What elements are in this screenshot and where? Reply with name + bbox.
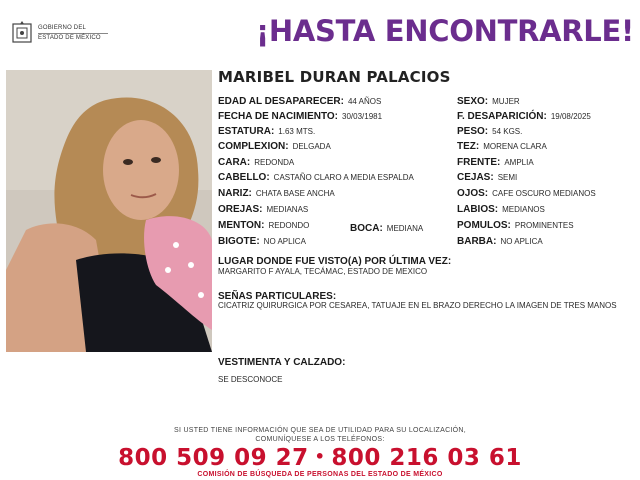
field-sex <box>457 96 520 107</box>
field-label: MENTON: <box>218 220 265 231</box>
field-label: NARIZ: <box>218 188 252 199</box>
headline: ¡HASTA ENCONTRARLE! <box>256 14 634 48</box>
field-value: REDONDO <box>268 221 310 230</box>
field-hair <box>218 172 414 183</box>
field-value: MUJER <box>492 97 520 106</box>
government-logo <box>10 18 120 48</box>
field-label: TEZ: <box>457 141 480 152</box>
logo-line-2: ESTADO DE MÉXICO <box>38 34 101 41</box>
field-label: FRENTE: <box>457 157 501 168</box>
field-label: CEJAS: <box>457 172 494 183</box>
phone-1[interactable]: 800 509 09 27 <box>118 445 309 471</box>
marks-title: SEÑAS PARTICULARES: <box>218 291 337 302</box>
field-label: SEXO: <box>457 96 489 107</box>
clothing-text: SE DESCONOCE <box>218 375 283 384</box>
field-beard <box>457 236 543 247</box>
field-ears <box>218 204 308 215</box>
field-complexion <box>457 141 547 152</box>
field-value: 44 AÑOS <box>347 97 382 106</box>
field-value: AMPLIA <box>504 158 534 167</box>
field-value: CHATA BASE ANCHA <box>255 189 335 198</box>
person-photo <box>6 70 212 352</box>
field-age <box>218 96 381 107</box>
field-label: OREJAS: <box>218 204 263 215</box>
portrait-illustration <box>6 70 212 352</box>
field-value: MORENA CLARA <box>483 142 547 151</box>
field-chin <box>218 220 309 231</box>
field-label: PESO: <box>457 126 489 137</box>
field-value: CAFE OSCURO MEDIANOS <box>492 189 596 198</box>
field-height <box>218 126 315 137</box>
field-lips <box>457 204 545 215</box>
field-value: CASTAÑO CLARO A MEDIA ESPALDA <box>273 173 414 182</box>
field-value: MEDIANOS <box>502 205 545 214</box>
field-label: CARA: <box>218 157 251 168</box>
field-label: F. DESAPARICIÓN: <box>457 111 547 122</box>
field-mustache <box>218 236 306 247</box>
field-label: EDAD AL DESAPARECER: <box>218 96 344 107</box>
clothing-title: VESTIMENTA Y CALZADO: <box>218 357 346 368</box>
field-label: CABELLO: <box>218 172 270 183</box>
phone-separator: • <box>314 447 326 466</box>
field-value: MEDIANAS <box>266 205 309 214</box>
field-value: 1.63 MTS. <box>278 127 316 136</box>
field-value: DELGADA <box>292 142 331 151</box>
field-forehead <box>457 157 534 168</box>
agency-name: COMISIÓN DE BÚSQUEDA DE PERSONAS DEL ESTADO DE MÉXICO <box>197 471 443 478</box>
field-value: REDONDA <box>254 158 295 167</box>
field-weight <box>457 126 522 137</box>
field-eyebrows <box>457 172 517 183</box>
field-face <box>218 157 294 168</box>
field-label: POMULOS: <box>457 220 511 231</box>
last-seen-text: MARGARITO F AYALA, TECÁMAC, ESTADO DE MEXICO <box>218 267 428 276</box>
logo-line-1: GOBIERNO DEL <box>38 24 87 31</box>
field-value: 54 KGS. <box>492 127 523 136</box>
marks-text: CICATRIZ QUIRURGICA POR CESAREA, TATUAJE EN EL BRAZO DERECHO LA IMAGEN DE TRES MANOS <box>218 301 617 310</box>
logo-text <box>38 25 108 42</box>
field-value: NO APLICA <box>263 237 306 246</box>
field-label: LABIOS: <box>457 204 499 215</box>
field-disappearance-date <box>457 111 591 122</box>
field-value: NO APLICA <box>500 237 543 246</box>
field-label: OJOS: <box>457 188 489 199</box>
field-value: PROMINENTES <box>514 221 574 230</box>
field-birthdate <box>218 111 382 122</box>
field-value: MEDIANA <box>386 224 424 233</box>
field-value: 30/03/1981 <box>342 112 383 121</box>
field-label: BARBA: <box>457 236 497 247</box>
contact-note-line-2: COMUNÍQUESE A LOS TELÉFONOS: <box>255 436 385 443</box>
person-name: MARIBEL DURAN PALACIOS <box>218 68 451 86</box>
field-label: FECHA DE NACIMIENTO: <box>218 111 338 122</box>
contact-note-line-1: SI USTED TIENE INFORMACIÓN QUE SEA DE UTILIDAD PARA SU LOCALIZACIÓN, <box>173 427 467 434</box>
field-mouth <box>350 223 423 234</box>
field-label: COMPLEXION: <box>218 141 289 152</box>
field-label: BIGOTE: <box>218 236 260 247</box>
state-seal-icon <box>10 20 34 46</box>
field-label: ESTATURA: <box>218 126 275 137</box>
field-cheekbones <box>457 220 574 231</box>
field-build <box>218 141 331 152</box>
field-eyes <box>457 188 596 199</box>
last-seen-title: LUGAR DONDE FUE VISTO(A) POR ÚLTIMA VEZ: <box>218 256 452 267</box>
field-value: SEMI <box>497 173 518 182</box>
field-nose <box>218 188 335 199</box>
phone-numbers <box>0 445 640 471</box>
field-value: 19/08/2025 <box>550 112 591 121</box>
field-label: BOCA: <box>350 223 383 234</box>
phone-2[interactable]: 800 216 03 61 <box>331 445 522 471</box>
